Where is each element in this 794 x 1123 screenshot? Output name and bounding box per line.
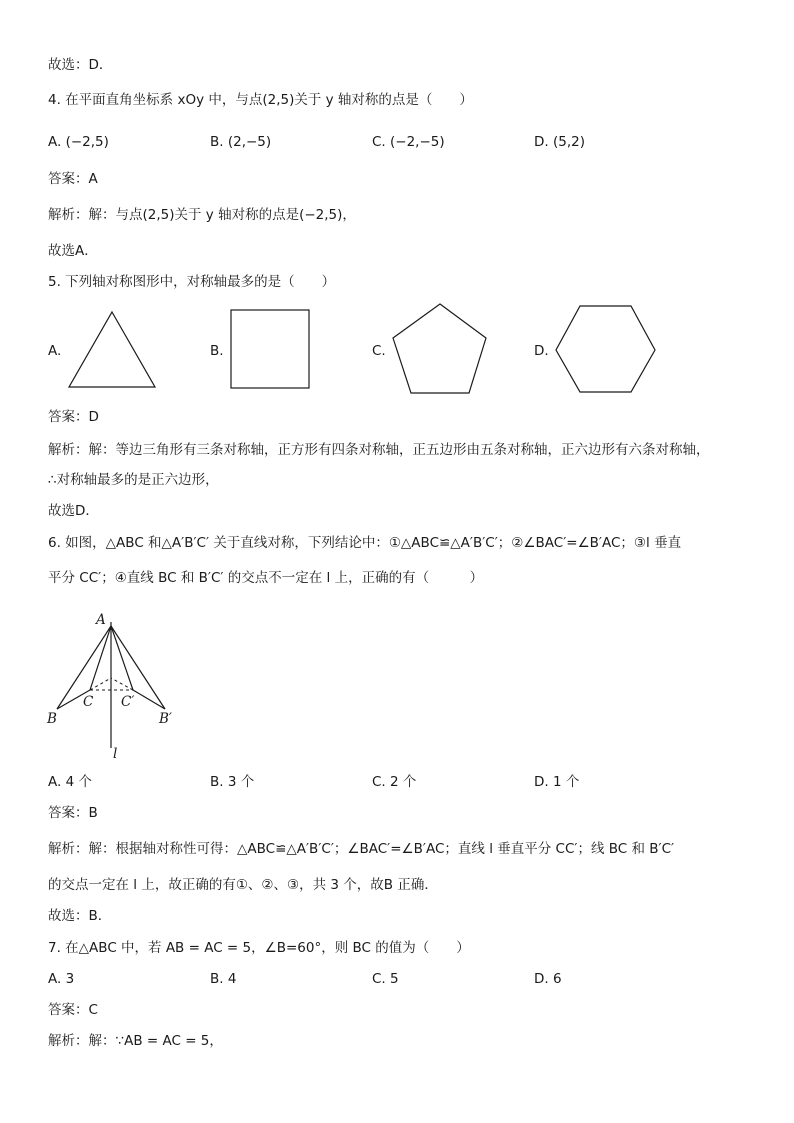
q5-analysis: 解析：解：等边三角形有三条对称轴，正方形有四条对称轴，正五边形由五条对称轴，正六边形有六条对称轴， [48,442,710,458]
q4-option-c: C. (−2,−5) [372,134,445,150]
q4-analysis: 解析：解：与点(2,5)关于 y 轴对称的点是(−2,5)， [48,207,356,223]
label-b-prime: B′ [159,711,172,727]
q5-option-d-letter: D. [534,343,549,359]
q6-option-a: A. 4 个 [48,774,92,790]
label-c: C [83,694,94,710]
q6-stem-line-1: 6. 如图，△ABC 和△A′B′C′ 关于直线对称，下列结论中：①△ABC≌△A′B′C′；②∠BAC′=∠B′AC；③l 垂直 [48,535,682,551]
q4-stem: 4. 在平面直角坐标系 xOy 中，与点(2,5)关于 y 轴对称的点是（ ） [48,92,473,108]
q7-option-a: A. 3 [48,971,75,987]
q5-answer: 答案：D [48,409,99,425]
segment-b2c2 [133,690,165,709]
q7-analysis: 解析：解：∵AB = AC = 5， [48,1033,223,1049]
q5-option-b-letter: B. [210,343,224,359]
segment-ab2 [111,626,165,709]
q6-analysis-line-2: 的交点一定在 l 上，故正确的有①、②、③，共 3 个，故B 正确． [48,877,438,893]
q7-answer: 答案：C [48,1002,98,1018]
q4-option-b: B. (2,−5) [210,134,272,150]
q6-option-d: D. 1 个 [534,774,580,790]
q6-option-b: B. 3 个 [210,774,255,790]
q4-conclusion: 故选A． [48,243,98,259]
q7-option-d: D. 6 [534,971,562,987]
q7-stem: 7. 在△ABC 中，若 AB = AC = 5，∠B=60°，则 BC 的值为（ ） [48,940,470,956]
q6-answer: 答案：B [48,805,98,821]
label-b: B [47,711,57,727]
q7-option-b: B. 4 [210,971,237,987]
q4-answer: 答案：A [48,171,98,187]
q5-conclusion: 故选D． [48,503,99,519]
q4-option-d: D. (5,2) [534,134,585,150]
q5-option-a-letter: A. [48,343,62,359]
segment-ac2 [111,626,133,690]
segment-ac [90,626,111,690]
q6-stem-line-2: 平分 CC′；④直线 BC 和 B′C′ 的交点不一定在 l 上，正确的有（ ） [48,570,484,586]
q5-stem: 5. 下列轴对称图形中，对称轴最多的是（ ） [48,274,336,290]
q6-option-c: C. 2 个 [372,774,417,790]
q6-analysis-line-1: 解析：解：根据轴对称性可得：△ABC≌△A′B′C′；∠BAC′=∠B′AC；直线 l 垂直平分 CC′；线 BC 和 B′C′ [48,841,675,857]
label-l: l [113,746,118,762]
label-a: A [96,612,106,628]
q5-analysis-2: ∴对称轴最多的是正六边形， [48,472,219,488]
q6-conclusion: 故选：B． [48,908,112,924]
q7-option-c: C. 5 [372,971,399,987]
prev-conclusion: 故选：D． [48,57,113,73]
q5-option-c-letter: C. [372,343,386,359]
label-c-prime: C′ [121,694,135,710]
q4-option-a: A. (−2,5) [48,134,109,150]
